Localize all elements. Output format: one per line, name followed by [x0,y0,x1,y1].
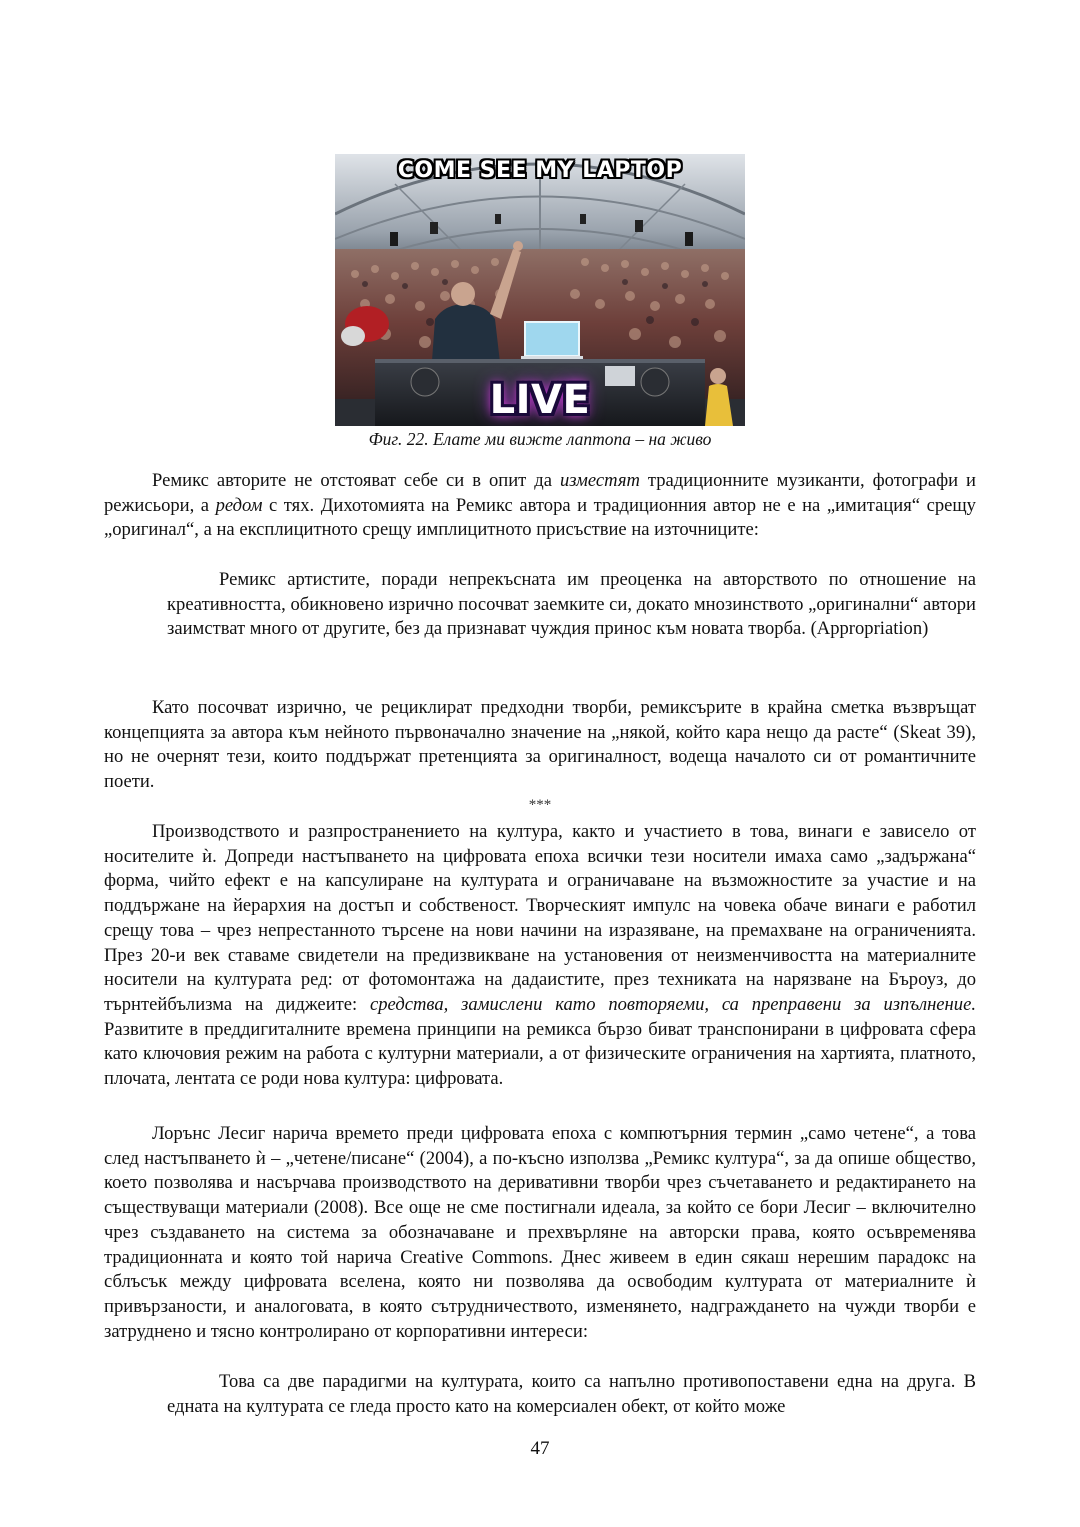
meme-bottom-text [335,378,745,422]
page-number: 47 [530,1438,550,1459]
paragraph-2 [104,696,976,795]
paragraph-2-text: Като посочват изрично, че рециклират предходни творби, ремиксърите в крайна сметка възвръщат концепцията за автора към нейното първоначално значение на „някой, който кара нещо да расте“ (Skeat 39), но не очернят тези, които поддържат претенцията за оригиналност, водеща началото си от романтичните поети. [104,697,976,793]
meme-top-text: COME SEE MY LAPTOP [397,158,683,183]
paragraph-1-emphasis-1: изместят [559,470,640,491]
paragraph-1-emphasis-2: редом [215,494,263,516]
section-separator: *** [528,797,552,813]
block-quote-1 [167,568,976,642]
block-quote-2 [167,1370,976,1419]
paragraph-1 [104,469,976,543]
paragraph-3 [104,820,976,1092]
paragraph-4 [104,1122,976,1344]
paragraph-3-part-2: Развитите в преддигиталните времена принципи на ремикса бързо биват транспонирани в цифровата сфера като ключовия режим на работа с културни материали, а от физическите ограничения на хартията, платното, плочата, лентата се роди нова култура: цифровата. [104,1018,976,1090]
figure-caption: Фиг. 22. Елате ми вижте лаптопа – на живо [368,429,712,449]
block-quote-1-text: Ремикс артистите, поради непрекъсната им преоценка на авторството по отношение на креативността, обикновено изрично посочват заемките си, докато мнозинството „оригинални“ автори заимстват много от другите, без да признават чуждия принос към новата творба. (Appropriation) [167,569,976,640]
meme-live-text: LIVE [489,377,591,423]
paragraph-1-part-3: с тях. Дихотомията на Ремикс автора и традиционния автор не е на „имитация“ срещу „оригинал“, а на експлицитното срещу имплицитното присъствие на източниците: [104,494,976,541]
paragraph-1-part-2: традиционните музиканти, фотографи и режисьори, а [104,470,976,516]
paragraph-1-part-1: Ремикс авторите не отстояват себе си в опит да [152,470,560,491]
paragraph-3-emphasis: средства, замислени като повторяеми, са преправени за изпълнение. [370,993,976,1015]
figure-image [335,154,745,426]
paragraph-4-text: Лорънс Лесиг нарича времето преди цифровата епоха с компютърния термин „само четене“, а това след настъпването ѝ – „четене/писане“ (2004), а по-късно използва „Ремикс култура“, за да опише общество, което позволява и насърчава производството на деривативни творби чрез съчетаването и редактирането на съществуващи материали (2008). Все още не сме постигнали идеала, за който се бори Лесиг – включително чрез създаването на система за обозначаване и прехвърляне на авторски права, която осъвременява традиционната и която той нарича Creative Commons. Днес живеем в един сякаш нерешим парадокс на сблъсък между цифровата вселена, която ни позволява да освободим културата от материалните ѝ привързаности, и аналоговата, в която сътрудничеството, изменянето, надграждането на чужди творби е затруднено и тясно контролирано от корпоративни интереси: [104,1123,976,1342]
block-quote-2-text: Това са две парадигми на културата, които са напълно противопоставени една на друга. В едната на културата се гледа просто като на комерсиален обект, от който може [167,1371,976,1417]
paragraph-3-part-1: Производството и разпространението на култура, както и участието в това, винаги е зависело от носителите ѝ. Допреди настъпването на цифровата епоха всички тези носители имаха само „задържана“ форма, чийто ефект е на капсулиране на културата и ограничаване на възможностите за участие и на поддържане на йерархия на достъп и собственост. Творческият импулс на човека обаче винаги е работил срещу това – чрез непрестанното търсене на нови начини на изразяване, на премахване на ограниченията. През 20-и век ставаме свидетели на предизвикване на установения от неизменчивостта на материалните носители на културата ред: от фотомонтажа на дадаистите, през техниката на нарязване на Бъроуз, до търнтейбълизма на диджеите: [104,821,976,1015]
